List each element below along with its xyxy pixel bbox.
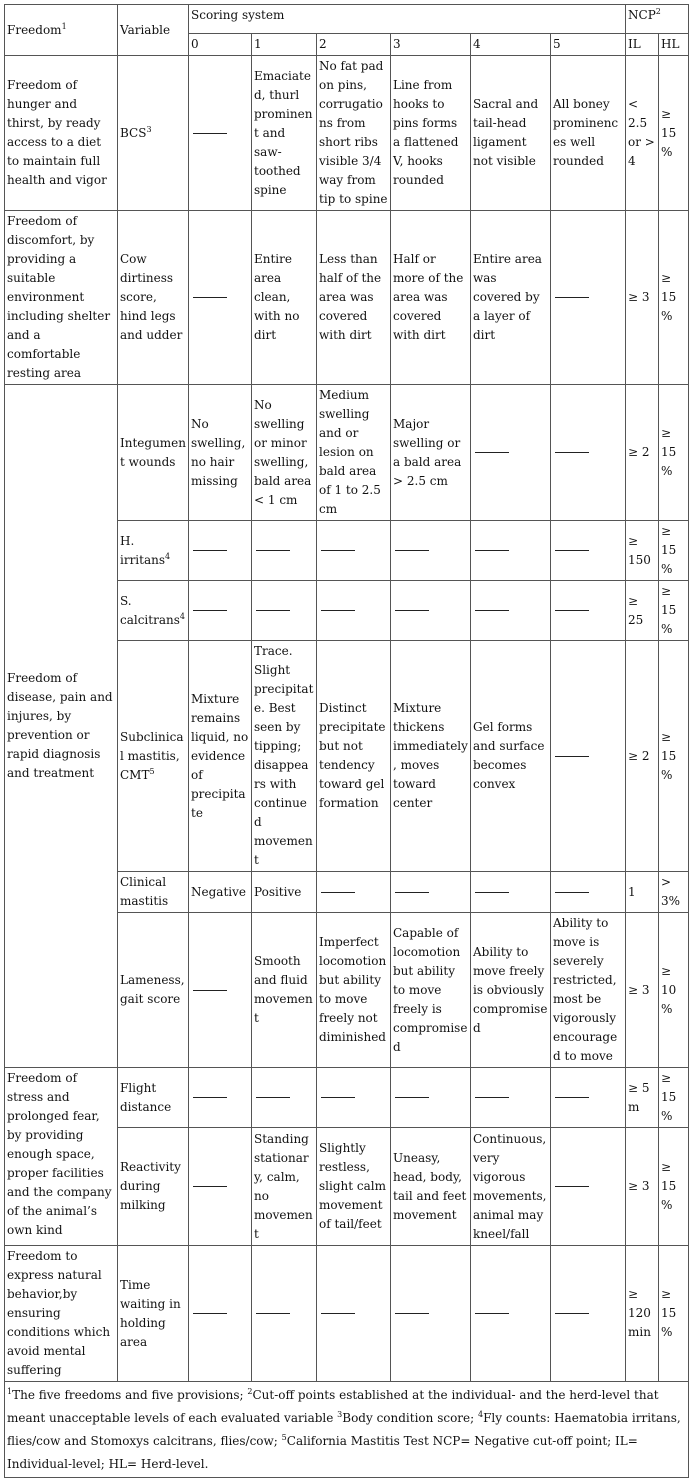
score-cell <box>391 1246 471 1382</box>
score-cell <box>189 1128 252 1246</box>
table-row-dirtiness <box>5 211 689 385</box>
hl-cell: ≥ 15% <box>659 1128 689 1246</box>
score-4-header: 4 <box>471 34 551 56</box>
score-cell <box>189 913 252 1068</box>
score-5-header: 5 <box>551 34 626 56</box>
score-1-header: 1 <box>252 34 317 56</box>
variable-cell: Clinical mastitis <box>118 872 189 913</box>
freedom-cell: Freedom of discomfort, by providing a suitable environment including shelter and a comfortable resting area <box>5 211 118 385</box>
variable-cell: Subclinical mastitis, CMT$^5$ <box>118 641 189 872</box>
score-cell: Half or more of the area was covered with dirt <box>391 211 471 385</box>
hl-cell: ≥ 15% <box>659 581 689 641</box>
score-cell <box>189 581 252 641</box>
table-row-waiting-time <box>5 1246 689 1382</box>
score-cell <box>252 521 317 581</box>
table-row-flight-distance <box>5 1068 689 1128</box>
il-cell: ≥ 2 <box>626 641 659 872</box>
score-cell <box>551 1246 626 1382</box>
score-cell: Entire area clean, with no dirt <box>252 211 317 385</box>
score-cell: Trace. Slight precipitate. Best seen by tipping; disappears with continued movement <box>252 641 317 872</box>
hl-cell: ≥ 15% <box>659 1246 689 1382</box>
score-cell: Distinct precipitate but not tendency toward gel formation <box>317 641 391 872</box>
score-cell <box>471 1246 551 1382</box>
score-cell: Negative <box>189 872 252 913</box>
score-cell <box>189 1068 252 1128</box>
table-row-integument <box>5 385 689 521</box>
hl-cell: > 3% <box>659 872 689 913</box>
score-cell <box>189 211 252 385</box>
score-cell: Standing stationary, calm, no movement <box>252 1128 317 1246</box>
score-cell <box>317 581 391 641</box>
score-cell <box>391 1068 471 1128</box>
score-cell: Positive <box>252 872 317 913</box>
score-cell: Line from hooks to pins forms a flattened V, hooks rounded <box>391 56 471 211</box>
il-cell: 1 <box>626 872 659 913</box>
hl-cell: ≥ 15% <box>659 521 689 581</box>
score-cell <box>551 1068 626 1128</box>
il-cell: < 2.5 or > 4 <box>626 56 659 211</box>
variable-cell: Integument wounds <box>118 385 189 521</box>
header-row <box>5 5 689 34</box>
score-cell <box>317 872 391 913</box>
score-cell <box>551 211 626 385</box>
score-cell <box>551 521 626 581</box>
score-cell <box>189 1246 252 1382</box>
freedom-cell: Freedom of hunger and thirst, by ready access to a diet to maintain full health and vigor <box>5 56 118 211</box>
score-cell: No fat pad on pins, corrugations from short ribs visible 3/4 way from tip to spine <box>317 56 391 211</box>
score-cell <box>317 521 391 581</box>
score-0-header: 0 <box>189 34 252 56</box>
il-cell: ≥ 150 <box>626 521 659 581</box>
variable-cell: BCS$^3$ <box>118 56 189 211</box>
variable-cell: Time waiting in holding area <box>118 1246 189 1382</box>
score-cell <box>471 581 551 641</box>
score-cell: Less than half of the area was covered with dirt <box>317 211 391 385</box>
score-cell <box>189 56 252 211</box>
hl-cell: ≥ 15% <box>659 56 689 211</box>
score-cell: Gel forms and surface becomes convex <box>471 641 551 872</box>
score-cell: Medium swelling and or lesion on bald area of 1 to 2.5 cm <box>317 385 391 521</box>
score-cell: Entire area was covered by a layer of dirt <box>471 211 551 385</box>
score-cell: Uneasy, head, body, tail and feet movement <box>391 1128 471 1246</box>
il-cell: ≥ 3 <box>626 1128 659 1246</box>
table-footnote: $^1$The five freedoms and five provisions; $^2$Cut-off points established at the individual- and the herd-level that meant unacceptable levels of each evaluated variable $^3$Body condition score; $^4$Fly counts: Haematobia irritans, flies/cow and Stomoxys calcitrans, flies/cow; $^5$California Mastitis Test NCP= Negative cut-off point; IL= Individual-level; HL= Herd-level. <box>5 1382 689 1478</box>
freedom-cell: Freedom of stress and prolonged fear, by providing enough space, proper facilities and the company of the animal’s own kind <box>5 1068 118 1246</box>
score-cell <box>471 1068 551 1128</box>
variable-cell: Lameness, gait score <box>118 913 189 1068</box>
score-cell <box>551 581 626 641</box>
score-cell <box>317 1246 391 1382</box>
score-cell: Ability to move freely is obviously compromised <box>471 913 551 1068</box>
score-cell <box>551 872 626 913</box>
welfare-assessment-table <box>4 4 689 1478</box>
score-cell: No swelling, no hair missing <box>189 385 252 521</box>
score-cell: No swelling or minor swelling, bald area < 1 cm <box>252 385 317 521</box>
hl-cell: ≥ 15% <box>659 1068 689 1128</box>
score-cell: Slightly restless, slight calm movement of tail/feet <box>317 1128 391 1246</box>
hl-cell: ≥ 15% <box>659 641 689 872</box>
score-2-header: 2 <box>317 34 391 56</box>
score-cell <box>317 1068 391 1128</box>
score-cell: Continuous, very vigorous movements, animal may kneel/fall <box>471 1128 551 1246</box>
score-cell: Major swelling or a bald area > 2.5 cm <box>391 385 471 521</box>
score-cell <box>189 521 252 581</box>
score-cell <box>471 385 551 521</box>
score-cell <box>391 581 471 641</box>
scoring-system-header: Scoring system <box>189 5 626 34</box>
il-cell: ≥ 2 <box>626 385 659 521</box>
variable-cell: Reactivity during milking <box>118 1128 189 1246</box>
score-cell <box>391 872 471 913</box>
score-cell: Ability to move is severely restricted, most be vigorously encouraged to move <box>551 913 626 1068</box>
hl-header: HL <box>659 34 689 56</box>
ncp-header: NCP$^2$ <box>626 5 689 34</box>
score-cell: Imperfect locomotion but ability to move freely not diminished <box>317 913 391 1068</box>
il-cell: ≥ 25 <box>626 581 659 641</box>
score-cell <box>471 872 551 913</box>
hl-cell: ≥ 10% <box>659 913 689 1068</box>
il-cell: ≥ 5 m <box>626 1068 659 1128</box>
score-3-header: 3 <box>391 34 471 56</box>
score-cell <box>252 1246 317 1382</box>
score-cell <box>551 1128 626 1246</box>
footnote-row <box>5 1382 689 1478</box>
score-cell <box>252 1068 317 1128</box>
freedom-cell: Freedom of disease, pain and injures, by prevention or rapid diagnosis and treatment <box>5 385 118 1068</box>
score-cell: Smooth and fluid movement <box>252 913 317 1068</box>
score-cell: All boney prominences well rounded <box>551 56 626 211</box>
il-cell: ≥ 3 <box>626 211 659 385</box>
table-row-bcs <box>5 56 689 211</box>
variable-header: Variable <box>118 5 189 56</box>
il-cell: ≥ 120 min <box>626 1246 659 1382</box>
score-cell: Mixture remains liquid, no evidence of precipitate <box>189 641 252 872</box>
score-cell <box>391 521 471 581</box>
il-cell: ≥ 3 <box>626 913 659 1068</box>
hl-cell: ≥ 15% <box>659 211 689 385</box>
variable-cell: H. irritans$^4$ <box>118 521 189 581</box>
freedom-header: Freedom$^1$ <box>5 5 118 56</box>
variable-cell: Flight distance <box>118 1068 189 1128</box>
score-cell: Mixture thickens immediately, moves toward center <box>391 641 471 872</box>
variable-cell: Cow dirtiness score, hind legs and udder <box>118 211 189 385</box>
hl-cell: ≥ 15% <box>659 385 689 521</box>
score-cell <box>551 641 626 872</box>
score-cell: Sacral and tail-head ligament not visible <box>471 56 551 211</box>
variable-cell: S. calcitrans$^4$ <box>118 581 189 641</box>
il-header: IL <box>626 34 659 56</box>
freedom-cell: Freedom to express natural behavior,by ensuring conditions which avoid mental suffering <box>5 1246 118 1382</box>
score-cell: Capable of locomotion but ability to move freely is compromised <box>391 913 471 1068</box>
score-cell: Emaciated, thurl prominent and saw-toothed spine <box>252 56 317 211</box>
score-cell <box>551 385 626 521</box>
score-cell <box>471 521 551 581</box>
score-cell <box>252 581 317 641</box>
